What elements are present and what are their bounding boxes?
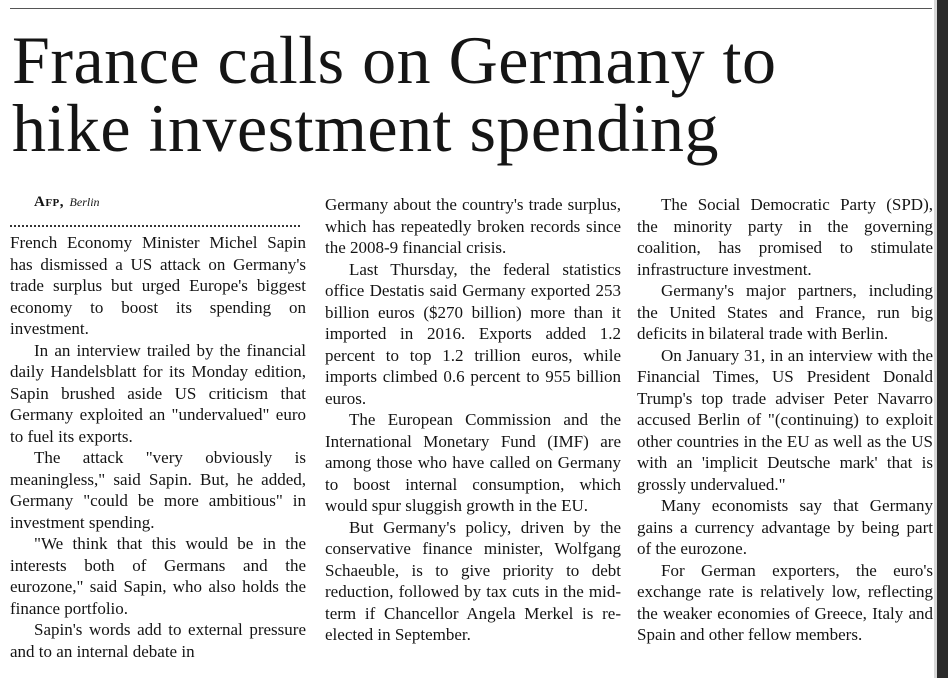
paragraph: The Social Democratic Party (SPD), the minority party in the governing coalition, has promised to stimulate infrastructure investment.: [637, 195, 933, 279]
byline: [10, 192, 306, 213]
byline-agency: Afp,: [34, 194, 65, 210]
article-column-2: [325, 194, 621, 646]
article-column-3: [637, 194, 933, 646]
paragraph: Many economists say that Germany gains a currency advantage by being part of the eurozone.: [637, 496, 933, 558]
byline-place: Berlin: [69, 195, 100, 209]
article-column-1: [10, 192, 306, 662]
paragraph: "We think that this would be in the interests both of Germans and the eurozone," said Sapin, who also holds the finance portfolio.: [10, 534, 306, 618]
headline-line-2: hike investment spending: [12, 90, 720, 166]
paragraph: French Economy Minister Michel Sapin has dismissed a US attack on Germany's trade surplus but urged Europe's biggest economy to boost its spending on investment.: [10, 233, 306, 338]
top-rule: [10, 8, 932, 9]
paragraph: On January 31, in an interview with the Financial Times, US President Donald Trump's top trade adviser Peter Navarro accused Berlin of "(continuing) to exploit other countries in the EU as well as the US with an 'implicit Deutsche mark' that is grossly undervalued.": [637, 345, 933, 494]
paragraph: For German exporters, the euro's exchange rate is relatively low, reflecting the weaker economies of Greece, Italy and Spain and other fellow members.: [637, 560, 933, 644]
paragraph: Germany about the country's trade surplus, which has repeatedly broken records since the 2008-9 financial crisis.: [325, 195, 621, 257]
paragraph: Germany's major partners, including the United States and France, run big deficits in bilateral trade with Berlin.: [637, 281, 933, 343]
paragraph: But Germany's policy, driven by the conservative finance minister, Wolfgang Schaeuble, is to give priority to debt reduction, followed by tax cuts in the mid-term if Chancellor Angela Merkel is re-elected in September.: [325, 517, 621, 644]
dotted-divider: [10, 215, 300, 227]
headline-line-1: France calls on Germany to: [12, 22, 777, 98]
paragraph: The attack "very obviously is meaningless," said Sapin. But, he added, Germany "could be more ambitious" in investment spending.: [10, 448, 306, 532]
headline: [12, 22, 932, 166]
paragraph: The European Commission and the International Monetary Fund (IMF) are among those who have called on Germany to boost internal consumption, which would spur sluggish growth in the EU.: [325, 410, 621, 515]
paragraph: In an interview trailed by the financial daily Handelsblatt for its Monday edition, Sapin brushed aside US criticism that Germany exploited an "undervalued" euro to fuel its exports.: [10, 340, 306, 446]
paragraph: Last Thursday, the federal statistics office Destatis said Germany exported 253 billion euros ($270 billion) more than it imported in 2016. Exports added 1.2 percent to top 1.2 trillion euros, while imports climbed 0.6 percent to 955 billion euros.: [325, 259, 621, 408]
paragraph: Sapin's words add to external pressure and to an internal debate in: [10, 620, 306, 661]
page-edge: [934, 0, 948, 678]
